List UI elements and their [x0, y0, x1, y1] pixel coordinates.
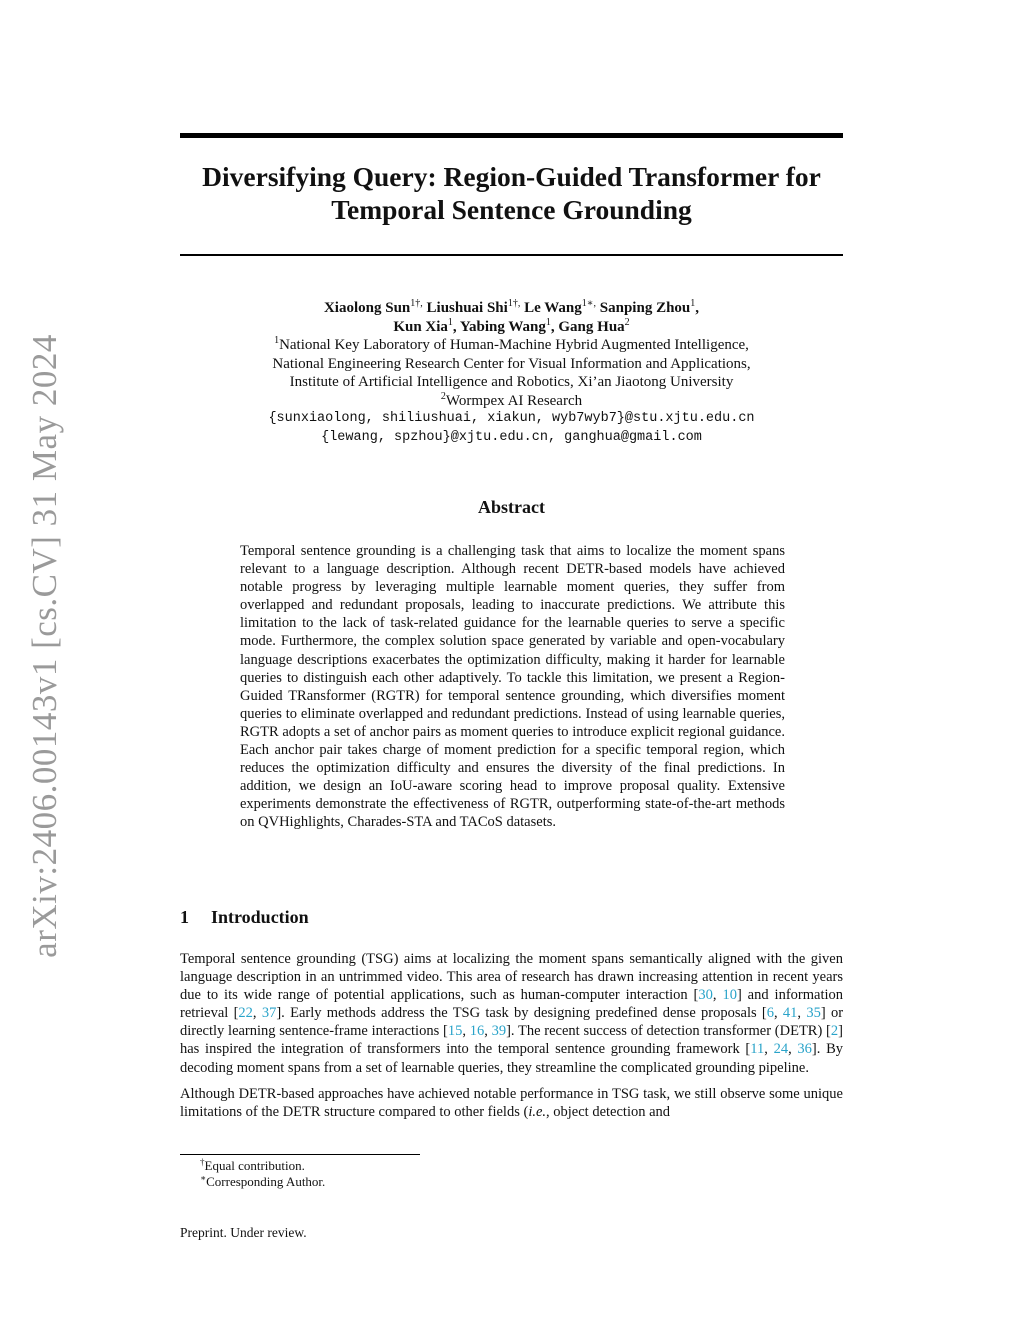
title-line-2: Temporal Sentence Grounding	[331, 194, 692, 225]
citation-link[interactable]: 11	[750, 1041, 765, 1058]
author-name: Yabing Wang	[459, 318, 546, 335]
author-mark: 1†,	[410, 298, 423, 309]
section-heading	[180, 907, 309, 928]
affiliation-line: National Engineering Research Center for Visual Information and Applications,	[272, 355, 751, 372]
author-name: Xiaolong Sun	[323, 300, 411, 316]
author-mark: 1	[447, 316, 453, 328]
text-run: , object detection and	[546, 1103, 671, 1120]
title-top-rule	[180, 133, 843, 138]
text-run: ,	[773, 1005, 783, 1022]
affiliation-text: National Key Laboratory of Human-Machine Hybrid Augmented Intelligence,	[279, 337, 749, 353]
citation-link[interactable]: 24	[773, 1041, 789, 1058]
author-separator: ,	[550, 318, 555, 335]
footnote-text: Equal contribution.	[204, 1158, 305, 1173]
author-block	[180, 299, 843, 447]
citation-link[interactable]: 2	[830, 1023, 839, 1040]
author-mark: 1†,	[507, 298, 521, 309]
title-line-1: Diversifying Query: Region-Guided Transformer for	[202, 161, 821, 192]
text-run: Temporal sentence grounding (TSG) aims at localizing the moment spans semantically aligned with the given language description in an untrimmed video. This area of research has drawn increasing attention in recent years due to its wide range of potential applications, such as human-computer interaction [	[180, 951, 843, 1004]
abstract-text: Temporal sentence grounding is a challenging task that aims to localize the moment spans relevant to a language description. Although recent DETR-based models have achieved notable progress by leveraging multiple learnable moment queries, they suffer from overlapped and redundant proposals, leading to inaccurate predictions. We attribute this limitation to the lack of task-related guidance for the learnable queries to serve a specific mode. Furthermore, the complex solution space generated by variable and open-vocabulary language descriptions exacerbates the optimization difficulty, making it harder for learnable queries to distinguish each other adaptively. To tackle this limitation, we present a Region-Guided TRansformer (RGTR) for temporal sentence grounding, which diversifies moment queries to eliminate overlapped and redundant predictions. Instead of using learnable queries, RGTR adopts a set of anchor pairs as moment queries to introduce explicit regional guidance. Each anchor pair takes charge of moment prediction for a specific temporal region, which reduces the optimization difficulty and ensures the diversity of the final predictions. In addition, we design an IoU-aware scoring head to improve proposal quality. Extensive experiments demonstrate the effectiveness of RGTR, outperforming state-of-the-art methods on QVHighlights, Charades-STA and TACoS datasets.	[240, 543, 785, 831]
author-separator: ,	[695, 300, 700, 316]
text-run: ]. Early methods address the TSG task by designing predefined dense proposals [	[276, 1005, 767, 1022]
text-run: ,	[764, 1041, 774, 1058]
preprint-note: Preprint. Under review.	[180, 1225, 307, 1240]
text-run: ,	[462, 1023, 470, 1040]
footnote-text: Corresponding Author.	[206, 1174, 326, 1189]
citation-link[interactable]: 36	[797, 1041, 812, 1058]
author-mark: 1	[545, 316, 551, 328]
author-name: Sanping Zhou	[599, 300, 691, 316]
abstract-heading: Abstract	[478, 497, 545, 517]
paragraph	[180, 1085, 843, 1121]
title-bottom-rule	[180, 254, 843, 256]
citation-link[interactable]: 30	[698, 987, 713, 1004]
arxiv-id: arXiv:2406.00143v1 [cs.CV] 31 May 2024	[25, 334, 64, 958]
author-line-1	[180, 299, 843, 318]
affiliation-text: Wormpex AI Research	[445, 392, 583, 409]
text-run: ] or directly learning sentence-frame interactions [	[180, 1005, 844, 1040]
text-run: ]. By decoding moment spans from a set of learnable queries, they streamline the complicated grounding pipeline.	[180, 1041, 844, 1076]
footnote	[200, 1174, 325, 1190]
citation-link[interactable]: 22	[238, 1005, 253, 1022]
author-mark: 2	[624, 316, 630, 328]
citation-link[interactable]: 15	[447, 1023, 463, 1040]
author-mark: 1∗,	[581, 298, 597, 309]
affiliation-mark: 1	[274, 335, 280, 346]
italic-abbrev: i.e.	[528, 1103, 547, 1120]
text-run: ] has inspired the integration of transformers into the temporal sentence grounding framework [	[180, 1023, 843, 1058]
text-run: ] and information retrieval [	[180, 987, 843, 1022]
footnote-mark: †	[200, 1157, 205, 1167]
affiliation-line	[180, 336, 843, 355]
citation-link[interactable]: 39	[491, 1023, 507, 1040]
text-run: ]. The recent success of detection transformer (DETR) [	[506, 1023, 831, 1040]
text-run: ,	[252, 1005, 262, 1022]
author-line-2	[180, 318, 843, 337]
text-run: Although DETR-based approaches have achieved notable performance in TSG task, we still observe some unique limitations of the DETR structure compared to other fields (	[180, 1085, 843, 1120]
footnote	[200, 1158, 325, 1174]
arxiv-stamp	[20, 334, 70, 958]
author-name: Kun Xia	[393, 318, 448, 335]
footnote-mark: ∗	[200, 1173, 207, 1183]
email-line: {lewang, spzhou}@xjtu.edu.cn, ganghua@gmail.com	[321, 429, 702, 445]
introduction-body	[180, 950, 843, 1129]
text-run: ,	[797, 1005, 807, 1022]
citation-link[interactable]: 41	[782, 1005, 798, 1022]
text-run: ,	[712, 987, 723, 1004]
section-number: 1	[180, 907, 189, 927]
footnote-rule	[180, 1154, 420, 1155]
text-run: ,	[484, 1023, 492, 1040]
affiliation-line: Institute of Artificial Intelligence and Robotics, Xi’an Jiaotong University	[289, 374, 734, 390]
author-mark: 1	[690, 298, 696, 309]
affiliation-line	[180, 392, 843, 411]
citation-link[interactable]: 16	[469, 1023, 485, 1040]
author-name: Liushuai Shi	[426, 300, 508, 316]
citation-link[interactable]: 6	[766, 1005, 774, 1022]
author-name: Le Wang	[524, 300, 582, 316]
affiliation-mark: 2	[440, 390, 446, 402]
text-run: ,	[788, 1041, 798, 1058]
section-title: Introduction	[211, 907, 309, 927]
citation-link[interactable]: 35	[806, 1005, 821, 1022]
paragraph	[180, 950, 843, 1077]
citation-link[interactable]: 37	[261, 1005, 277, 1022]
paper-title	[180, 160, 843, 226]
email-line: {sunxiaolong, shiliushuai, xiakun, wyb7wyb7}@stu.xjtu.edu.cn	[268, 411, 755, 426]
author-separator: ,	[452, 318, 457, 335]
citation-link[interactable]: 10	[722, 987, 737, 1004]
footnotes	[200, 1158, 325, 1190]
author-name: Gang Hua	[558, 318, 625, 335]
